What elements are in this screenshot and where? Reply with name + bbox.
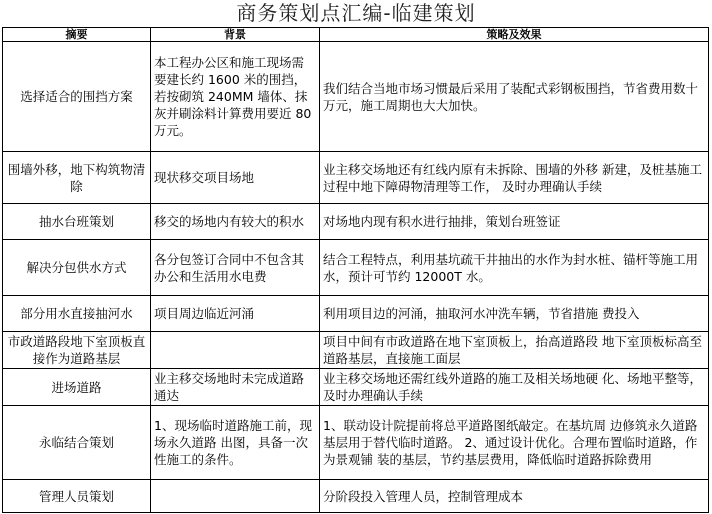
summary-cell: 进场道路 bbox=[3, 369, 151, 406]
background-cell: 业主移交场地时未完成道路通达 bbox=[151, 369, 320, 406]
table-row bbox=[3, 204, 709, 240]
summary-cell: 抽水台班策划 bbox=[3, 204, 151, 240]
page-title: 商务策划点汇编-临建策划 bbox=[236, 1, 476, 25]
table-row bbox=[3, 240, 709, 296]
strategy-cell: 1、联动设计院提前将总平道路图纸敲定。在基坑周 边修筑永久道路基层用于替代临时道路。 2、通过设计优化。合理布置临时道路，作为景观铺 装的基层，节约基层费用，降低临时道路拆除费用 bbox=[320, 406, 709, 480]
summary-cell: 围墙外移，地下构筑物清 除 bbox=[3, 152, 151, 204]
table-row bbox=[3, 406, 709, 480]
table-row bbox=[3, 42, 709, 152]
table-row bbox=[3, 296, 709, 332]
strategy-cell: 利用项目边的河涌，抽取河水冲洗车辆，节省措施 费投入 bbox=[320, 296, 709, 332]
strategy-cell: 业主移交场地还有红线内原有未拆除、围墙的外移 新建，及桩基施工过程中地下障碍物清理等工作， 及时办理确认手续 bbox=[320, 152, 709, 204]
table-row bbox=[3, 369, 709, 406]
table-header-row bbox=[3, 28, 709, 42]
summary-cell: 部分用水直接抽河水 bbox=[3, 296, 151, 332]
header-background: 背景 bbox=[151, 28, 320, 42]
table-row bbox=[3, 152, 709, 204]
strategy-cell: 结合工程特点，利用基坑疏干井抽出的水作为封水桩、锚杆等施工用水，预计可节约 12000T 水。 bbox=[320, 240, 709, 296]
background-cell: 项目周边临近河涌 bbox=[151, 296, 320, 332]
background-cell: 现状移交项目场地 bbox=[151, 152, 320, 204]
summary-cell: 解决分包供水方式 bbox=[3, 240, 151, 296]
header-strategy: 策略及效果 bbox=[320, 28, 709, 42]
planning-table bbox=[2, 27, 709, 513]
summary-cell: 市政道路段地下室顶板直接作为道路基层 bbox=[3, 332, 151, 369]
strategy-cell: 分阶段投入管理人员，控制管理成本 bbox=[320, 480, 709, 513]
background-cell: 各分包签订合同中不包含其办公和生活用水电费 bbox=[151, 240, 320, 296]
background-cell: 本工程办公区和施工现场需要建长约 1600 米的围挡，若按砌筑 240MM 墙体、抹灰并刷涂料计算费用要近 80 万元。 bbox=[151, 42, 320, 152]
summary-cell: 永临结合策划 bbox=[3, 406, 151, 480]
strategy-cell: 业主移交场地还需红线外道路的施工及相关场地硬 化、场地平整等，及时办理确认手续 bbox=[320, 369, 709, 406]
background-cell bbox=[151, 480, 320, 513]
strategy-cell: 项目中间有市政道路在地下室顶板上，抬高道路段 地下室顶板标高至道路基层，直接施工面层 bbox=[320, 332, 709, 369]
strategy-cell: 对场地内现有积水进行抽排，策划台班签证 bbox=[320, 204, 709, 240]
table-row bbox=[3, 332, 709, 369]
strategy-cell: 我们结合当地市场习惯最后采用了装配式彩钢板围挡，节省费用数十万元，施工周期也大大加快。 bbox=[320, 42, 709, 152]
header-summary: 摘要 bbox=[3, 28, 151, 42]
background-cell: 移交的场地内有较大的积水 bbox=[151, 204, 320, 240]
summary-cell: 选择适合的围挡方案 bbox=[3, 42, 151, 152]
background-cell bbox=[151, 332, 320, 369]
table-row bbox=[3, 480, 709, 513]
background-cell: 1、现场临时道路施工前，现场永久道路 出图，具备一次性施工的条件。 bbox=[151, 406, 320, 480]
summary-cell: 管理人员策划 bbox=[3, 480, 151, 513]
